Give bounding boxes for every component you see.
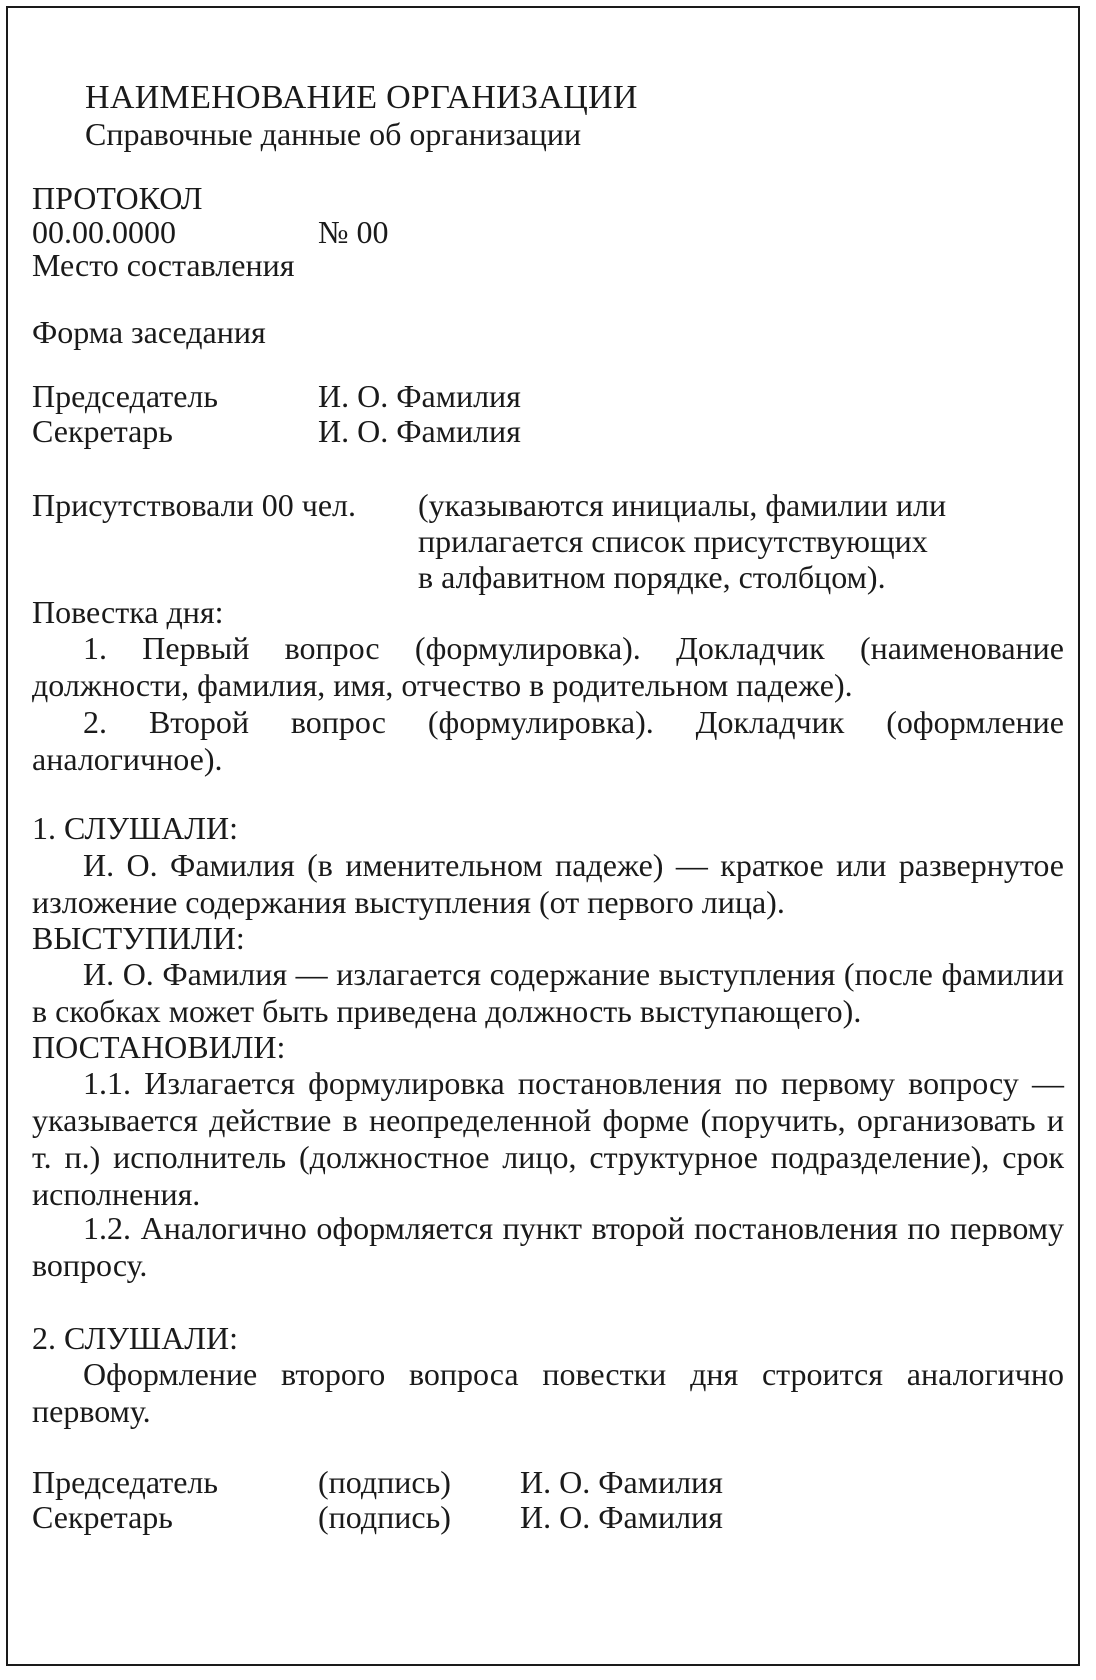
chair-name: И. О. Фамилия <box>318 378 521 414</box>
doc-date: 00.00.0000 <box>32 214 176 250</box>
attendance-note-line: (указываются инициалы, фамилии или <box>418 487 947 523</box>
section1-heard-title: 1. СЛУШАЛИ: <box>32 810 238 846</box>
signature-chair-label: Председатель <box>32 1464 218 1500</box>
signature-secretary-name: И. О. Фамилия <box>520 1499 723 1535</box>
org-info: Справочные данные об организации <box>85 116 582 152</box>
chair-label: Председатель <box>32 378 218 414</box>
signature-secretary-label: Секретарь <box>32 1499 173 1535</box>
doc-type: ПРОТОКОЛ <box>32 180 203 216</box>
doc-number: № 00 <box>318 214 389 250</box>
secretary-name: И. О. Фамилия <box>318 413 521 449</box>
section2-heard-text: Оформление второго вопроса повестки дня строится аналогично первому. <box>32 1356 1064 1429</box>
org-name: НАИМЕНОВАНИЕ ОРГАНИЗАЦИИ <box>85 79 638 116</box>
signature-secretary-sign: (подпись) <box>318 1499 451 1535</box>
section2-heard-title: 2. СЛУШАЛИ: <box>32 1320 238 1356</box>
section1-spoke-text: И. О. Фамилия — излагается содержание выступления (после фамилии в скобках может быть приведена должность выступающего). <box>32 956 1064 1029</box>
resolution-item: 1.1. Излагается формулировка постановления по первому вопросу — указывается действие в неопределенной форме (поручить, организовать и т. п.) исполнитель (должностное лицо, структурное подразделение), срок исполнения. <box>32 1065 1064 1212</box>
section1-resolved-title: ПОСТАНОВИЛИ: <box>32 1029 286 1065</box>
signature-chair-sign: (подпись) <box>318 1464 451 1500</box>
meeting-form: Форма заседания <box>32 314 266 350</box>
document-page <box>6 6 1080 1666</box>
section1-heard-text: И. О. Фамилия (в именительном падеже) — краткое или развернутое изложение содержания выступления (от первого лица). <box>32 847 1064 920</box>
agenda-title: Повестка дня: <box>32 594 224 630</box>
attendance-note-line: прилагается список присутствующих <box>418 523 928 559</box>
signature-chair-name: И. О. Фамилия <box>520 1464 723 1500</box>
section1-spoke-title: ВЫСТУПИЛИ: <box>32 920 245 956</box>
attendance-label: Присутствовали 00 чел. <box>32 487 356 523</box>
resolution-item: 1.2. Аналогично оформляется пункт второй постановления по первому вопросу. <box>32 1210 1064 1283</box>
attendance-note-line: в алфавитном порядке, столбцом). <box>418 559 886 595</box>
agenda-item: 1. Первый вопрос (формулировка). Докладчик (наименование должности, фамилия, имя, отчество в родительном падеже). <box>32 630 1064 703</box>
agenda-item: 2. Второй вопрос (формулировка). Докладчик (оформление аналогичное). <box>32 704 1064 777</box>
secretary-label: Секретарь <box>32 413 173 449</box>
doc-place: Место составления <box>32 247 295 283</box>
